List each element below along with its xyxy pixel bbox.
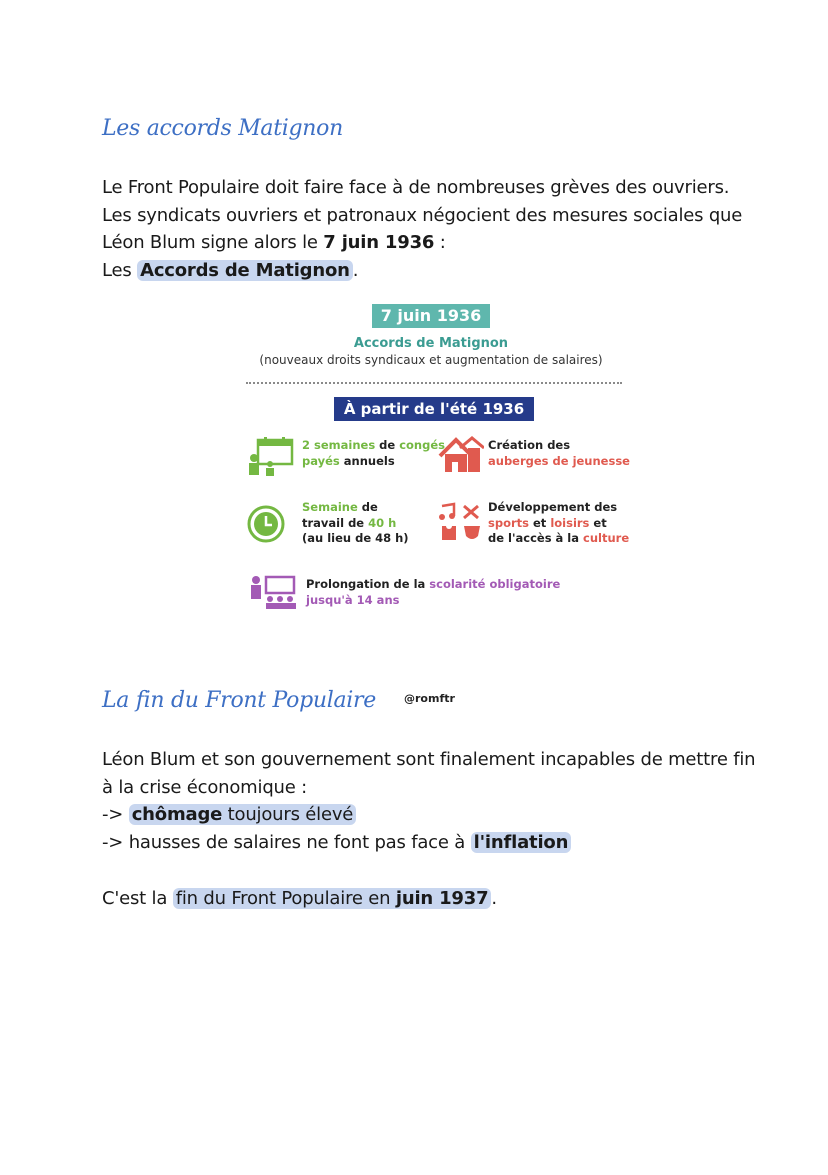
sports-item (488, 500, 629, 547)
date-badge: 7 juin 1936 (372, 304, 490, 328)
text: loisirs (550, 515, 590, 530)
text: Prolongation de la (306, 577, 430, 591)
text: et (589, 515, 607, 530)
paragraph-line (102, 229, 752, 257)
text: . (491, 888, 497, 909)
paragraph-line (102, 885, 752, 913)
text: annuels (339, 453, 395, 468)
text: : (434, 232, 446, 253)
paragraph-line: Le Front Populaire doit faire face à de nombreuses grèves des ouvriers. (102, 177, 730, 198)
clock-icon (246, 504, 286, 544)
text: . (352, 259, 359, 281)
conges-item (302, 438, 445, 469)
semaine-item (302, 500, 409, 547)
text: sports (488, 515, 529, 530)
text: -> (102, 804, 129, 825)
text: de l'accès à la (488, 531, 584, 545)
paragraph-line: à la crise économique : (102, 776, 308, 798)
text: Les (102, 259, 138, 281)
accords-title: Accords de Matignon (353, 336, 509, 351)
date-bold: juin 1937 (395, 888, 489, 909)
section-heading-accords: Les accords Matignon (102, 116, 343, 141)
highlight-accords: Accords de Matignon (137, 260, 353, 281)
text: 40 h (368, 515, 397, 530)
text: fin du Front Populaire en (175, 888, 396, 909)
text: toujours élevé (222, 804, 354, 825)
section-heading-fin: La fin du Front Populaire (102, 688, 376, 713)
text: -> hausses de salaires ne font pas face à (102, 831, 471, 853)
accords-paragraph (102, 174, 752, 284)
summer-badge: À partir de l'été 1936 (334, 397, 534, 421)
text: Léon Blum signe alors le (102, 232, 324, 253)
dotted-divider (246, 382, 622, 384)
text: C'est la (102, 888, 173, 909)
text: auberges de jeunesse (488, 453, 630, 468)
music-sports-culture-icon (438, 502, 484, 544)
paragraph-line (102, 257, 752, 285)
text: jusqu'à 14 ans (306, 592, 400, 607)
text: payés (302, 453, 340, 468)
text: de (375, 438, 400, 452)
author-handle: @romftr (404, 692, 455, 705)
text: 2 semaines (302, 438, 376, 452)
text: et (529, 515, 551, 530)
text: chômage (131, 804, 223, 825)
paragraph-line: Léon Blum et son gouvernement sont finalement incapables de mettre fin (102, 749, 756, 770)
date-bold: 7 juin 1936 (323, 232, 435, 253)
text: congés (399, 438, 445, 452)
accords-subtitle: (nouveaux droits syndicaux et augmentation de salaires) (259, 353, 603, 367)
auberges-item (488, 438, 630, 469)
calendar-family-icon (244, 436, 294, 478)
text: Développement des (488, 500, 618, 514)
highlight-fin (173, 888, 492, 909)
text: de (357, 500, 378, 514)
text: scolarité obligatoire (429, 577, 561, 591)
highlight-inflation: l'inflation (471, 832, 572, 853)
text: travail de (302, 515, 369, 530)
text: culture (583, 531, 630, 545)
classroom-icon (248, 574, 298, 610)
highlight-chomage (129, 804, 356, 825)
houses-icon (438, 434, 484, 476)
paragraph-line: Les syndicats ouvriers et patronaux négocient des mesures sociales que (102, 204, 743, 226)
fin-paragraph (102, 746, 756, 856)
scolarite-item (306, 577, 560, 608)
matignon-infographic (240, 300, 640, 615)
paragraph-line (102, 801, 752, 829)
conclusion-paragraph (102, 885, 752, 913)
text: Semaine (302, 500, 358, 514)
text: (au lieu de 48 h) (302, 531, 409, 545)
text: Création des (488, 438, 571, 452)
paragraph-line (102, 829, 752, 857)
